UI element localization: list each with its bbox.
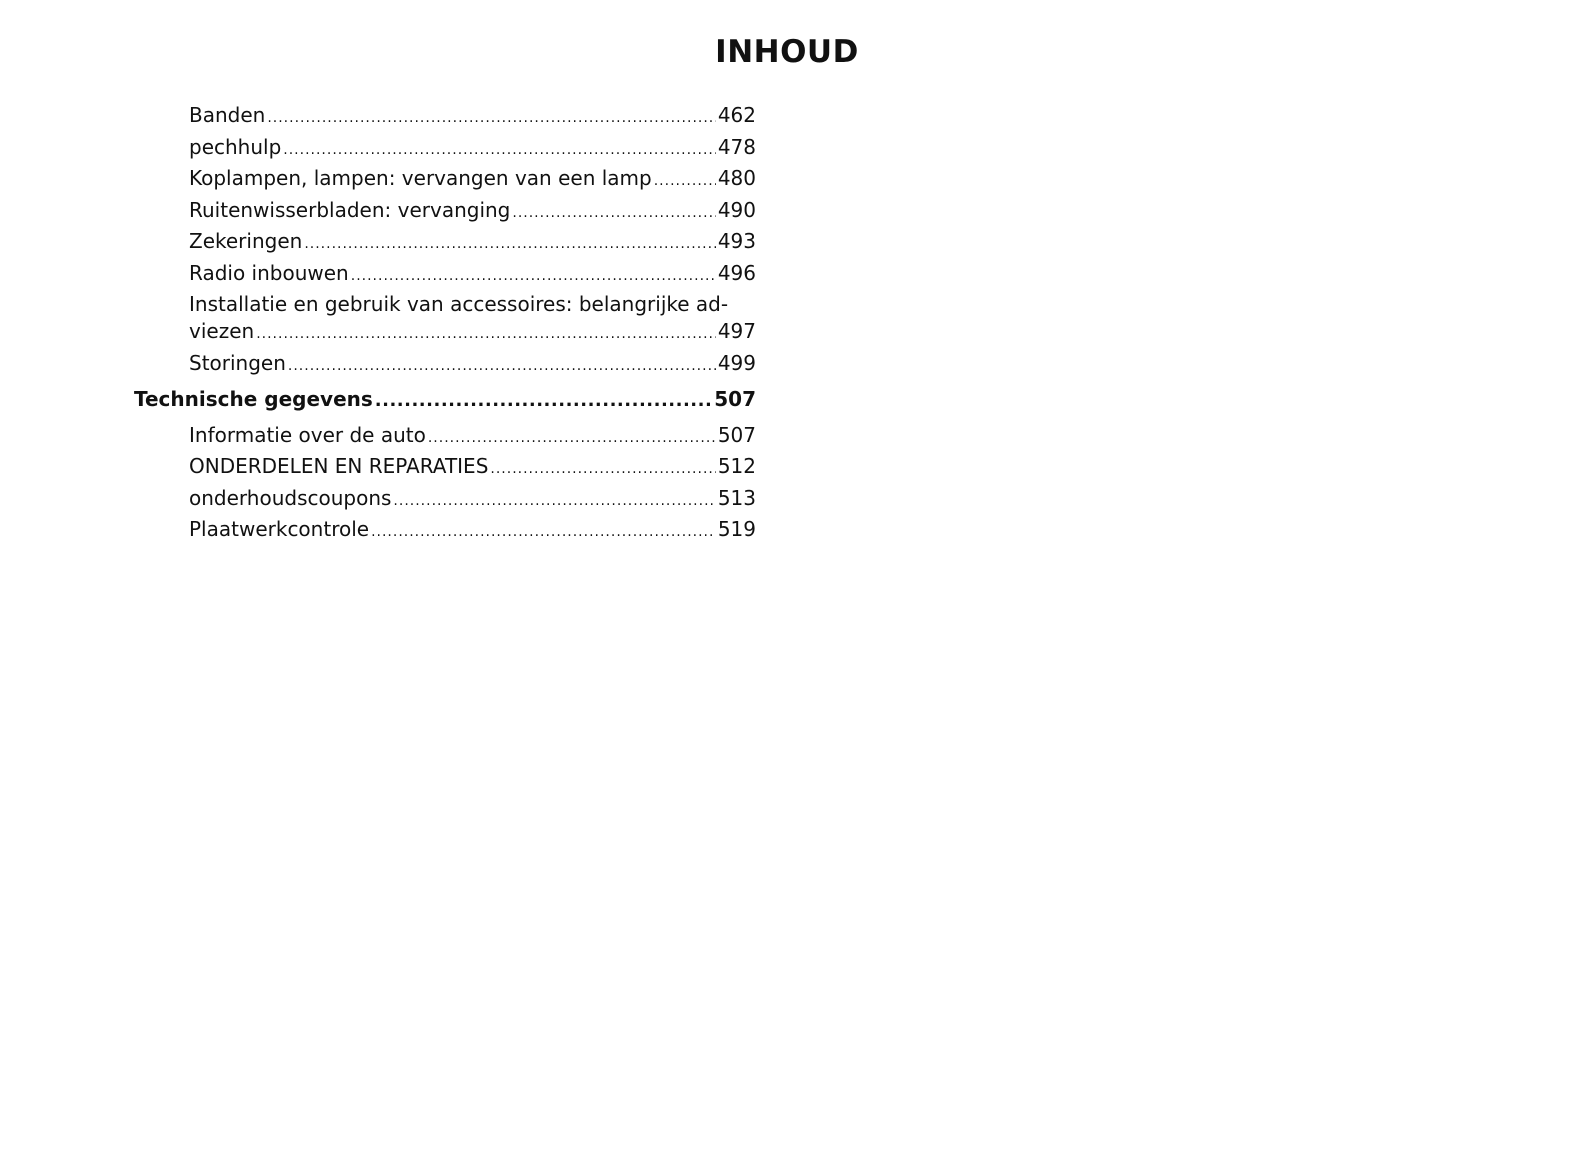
dot-leader <box>512 200 715 227</box>
dot-leader <box>288 353 716 380</box>
toc-entry-label: Storingen <box>189 351 286 375</box>
toc-entry-page: 513 <box>717 485 756 510</box>
dot-leader <box>351 263 716 290</box>
toc-entry-koplampen[interactable] <box>189 165 756 197</box>
toc-entry-pechhulp[interactable] <box>189 134 756 166</box>
dot-leader <box>393 488 715 515</box>
toc-entry-ruitenwisserbladen[interactable] <box>189 197 756 229</box>
toc-entry-label: onderhoudscoupons <box>189 485 392 510</box>
dot-leader <box>267 105 715 132</box>
toc-entry-label: pechhulp <box>189 134 282 159</box>
page-title: INHOUD <box>715 34 859 70</box>
toc-entry-onderhoudscoupons[interactable] <box>189 485 756 517</box>
table-of-contents <box>134 102 756 548</box>
toc-entry-zekeringen[interactable] <box>189 228 756 260</box>
dot-leader <box>304 231 716 258</box>
dot-leader <box>371 519 716 546</box>
toc-entry-banden[interactable] <box>189 102 756 134</box>
dot-leader <box>654 168 716 195</box>
dot-leader <box>375 387 712 414</box>
toc-entry-page: 493 <box>717 229 756 253</box>
toc-section-label: Technische gegevens <box>134 386 373 411</box>
toc-entry-label-line1: Installatie en gebruik van accessoires: belangrijke ad- <box>189 292 729 316</box>
toc-section-technische-gegevens[interactable] <box>134 386 756 422</box>
toc-entry-page: 490 <box>717 197 756 222</box>
toc-entry-label: Ruitenwisserbladen: vervanging <box>189 197 511 222</box>
toc-entry-page: 512 <box>717 454 756 478</box>
toc-entry-page: 507 <box>717 422 756 447</box>
dot-leader <box>283 137 716 164</box>
toc-entry-informatie-over-de-auto[interactable] <box>189 422 756 454</box>
toc-entry-accessoires[interactable] <box>189 291 756 350</box>
dot-leader <box>490 456 715 483</box>
toc-entry-page: 497 <box>717 319 756 343</box>
toc-entry-label: Banden <box>189 103 266 127</box>
toc-entry-onderdelen-en-reparaties[interactable] <box>189 453 756 485</box>
toc-section-page: 507 <box>714 386 756 411</box>
toc-entry-page: 462 <box>717 103 756 127</box>
toc-entry-label: ONDERDELEN EN REPARATIES <box>189 454 489 478</box>
toc-entry-label: Plaatwerkcontrole <box>189 517 370 541</box>
toc-entry-page: 480 <box>717 166 756 190</box>
toc-entry-label: Koplampen, lampen: vervangen van een lamp <box>189 166 652 190</box>
toc-entry-page: 496 <box>717 260 756 285</box>
toc-entry-label: viezen <box>189 319 255 343</box>
toc-entry-page: 499 <box>717 351 756 375</box>
toc-entry-label: Zekeringen <box>189 229 303 253</box>
toc-entry-page: 519 <box>717 517 756 541</box>
toc-entry-radio-inbouwen[interactable] <box>189 260 756 292</box>
dot-leader <box>428 425 716 452</box>
toc-entry-page: 478 <box>717 134 756 159</box>
toc-entry-label: Informatie over de auto <box>189 422 426 447</box>
toc-entry-label: Radio inbouwen <box>189 260 349 285</box>
toc-entry-storingen[interactable] <box>189 350 756 382</box>
toc-entry-plaatwerkcontrole[interactable] <box>189 516 756 548</box>
dot-leader <box>256 321 716 348</box>
